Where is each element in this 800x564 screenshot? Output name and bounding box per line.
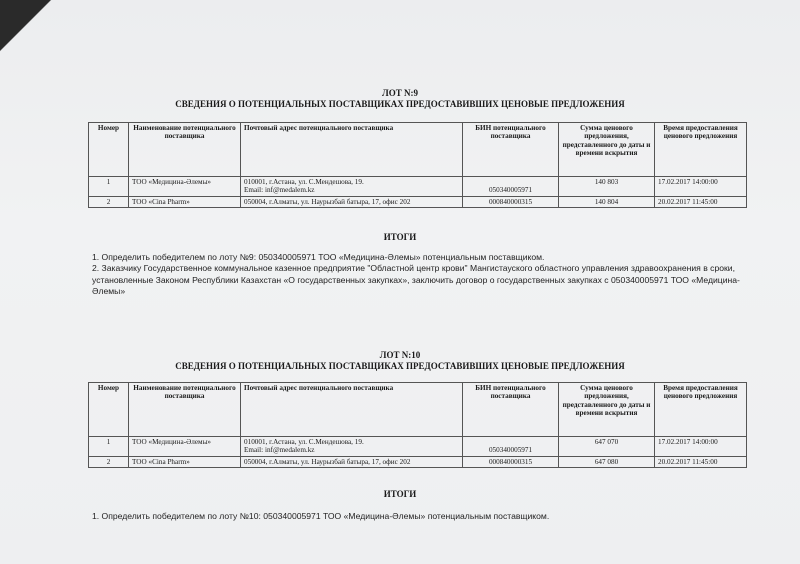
row-num: 1 bbox=[89, 177, 129, 197]
header-name: Наименование потенциального поставщика bbox=[129, 123, 241, 177]
row-address: 050004, г.Алматы, ул. Наурызбай батыра, 17, офис 202 bbox=[241, 196, 463, 207]
header-time: Время предоставления ценового предложения bbox=[655, 123, 747, 177]
row-time: 20.02.2017 11:45:00 bbox=[655, 456, 747, 467]
lot9-result-2: 2. Заказчику Государственное коммунальное казенное предприятие "Областной центр крови" Мангистауского областного управления здравоохранения в сроки, установленные Законом Республики Казахстан «О государственных закупках», заключить договор о государственных закупках с 050340005971 ТОО «Медицина-Әлемы» bbox=[92, 263, 740, 297]
row-name: ТОО «Медицина-Әлемы» bbox=[129, 177, 241, 197]
header-bin: БИН потенциального поставщика bbox=[463, 383, 559, 437]
row-num: 1 bbox=[89, 437, 129, 457]
lot9-number: ЛОТ N:9 bbox=[382, 88, 418, 98]
lot10-number: ЛОТ N:10 bbox=[379, 350, 421, 360]
email-line: Email: inf@medalem.kz bbox=[244, 186, 315, 195]
lot9-results bbox=[92, 252, 752, 298]
header-sum: Сумма ценового предложения, представленного до даты и времени вскрытия bbox=[559, 123, 655, 177]
lot10-heading: СВЕДЕНИЯ О ПОТЕНЦИАЛЬНЫХ ПОСТАВЩИКАХ ПРЕДОСТАВИВШИХ ЦЕНОВЫЕ ПРЕДЛОЖЕНИЯ bbox=[175, 361, 625, 371]
row-sum: 647 080 bbox=[559, 456, 655, 467]
row-name: ТОО «Медицина-Әлемы» bbox=[129, 437, 241, 457]
row-sum: 140 804 bbox=[559, 196, 655, 207]
table-row bbox=[89, 437, 747, 457]
header-address: Почтовый адрес потенциального поставщика bbox=[241, 383, 463, 437]
row-address bbox=[241, 177, 463, 197]
row-num: 2 bbox=[89, 196, 129, 207]
lot10-title bbox=[0, 350, 800, 372]
address-line: 010001, г.Астана, ул. С.Мендешова, 19. bbox=[244, 178, 364, 186]
header-address: Почтовый адрес потенциального поставщика bbox=[241, 123, 463, 177]
lot9-table bbox=[88, 122, 747, 208]
table-row bbox=[89, 456, 747, 467]
table-row bbox=[89, 177, 747, 197]
row-name: ТОО «Cina Pharm» bbox=[129, 196, 241, 207]
folded-corner bbox=[0, 0, 60, 60]
email-line: Email: inf@medalem.kz bbox=[244, 446, 315, 455]
lot10-results bbox=[92, 511, 752, 522]
table-header-row bbox=[89, 383, 747, 437]
row-address: 050004, г.Алматы, ул. Наурызбай батыра, 17, офис 202 bbox=[241, 456, 463, 467]
row-num: 2 bbox=[89, 456, 129, 467]
lot9-result-1: 1. Определить победителем по лоту №9: 050340005971 ТОО «Медицина-Әлемы» потенциальным поставщиком. bbox=[92, 252, 545, 262]
lot10-result-1: 1. Определить победителем по лоту №10: 050340005971 ТОО «Медицина-Әлемы» потенциальным поставщиком. bbox=[92, 511, 550, 521]
row-sum: 140 803 bbox=[559, 177, 655, 197]
row-time: 17.02.2017 14:00:00 bbox=[655, 437, 747, 457]
lot9-itogi: ИТОГИ bbox=[383, 232, 417, 242]
table-row bbox=[89, 196, 747, 207]
header-bin: БИН потенциального поставщика bbox=[463, 123, 559, 177]
row-bin: 050340005971 bbox=[463, 437, 559, 457]
table-header-row bbox=[89, 123, 747, 177]
row-time: 17.02.2017 14:00:00 bbox=[655, 177, 747, 197]
row-bin: 000840000315 bbox=[463, 456, 559, 467]
row-address bbox=[241, 437, 463, 457]
header-time: Время предоставления ценового предложения bbox=[655, 383, 747, 437]
row-bin: 050340005971 bbox=[463, 177, 559, 197]
lot10-itogi: ИТОГИ bbox=[383, 489, 417, 499]
header-num: Номер bbox=[89, 383, 129, 437]
address-line: 010001, г.Астана, ул. С.Мендешова, 19. bbox=[244, 438, 364, 446]
header-sum: Сумма ценового предложения, представленного до даты и времени вскрытия bbox=[559, 383, 655, 437]
row-bin: 000840000315 bbox=[463, 196, 559, 207]
lot9-heading: СВЕДЕНИЯ О ПОТЕНЦИАЛЬНЫХ ПОСТАВЩИКАХ ПРЕДОСТАВИВШИХ ЦЕНОВЫЕ ПРЕДЛОЖЕНИЯ bbox=[175, 99, 625, 109]
lot9-title bbox=[0, 88, 800, 110]
row-name: ТОО «Cina Pharm» bbox=[129, 456, 241, 467]
lot10-table bbox=[88, 382, 747, 468]
row-sum: 647 070 bbox=[559, 437, 655, 457]
header-name: Наименование потенциального поставщика bbox=[129, 383, 241, 437]
row-time: 20.02.2017 11:45:00 bbox=[655, 196, 747, 207]
header-num: Номер bbox=[89, 123, 129, 177]
